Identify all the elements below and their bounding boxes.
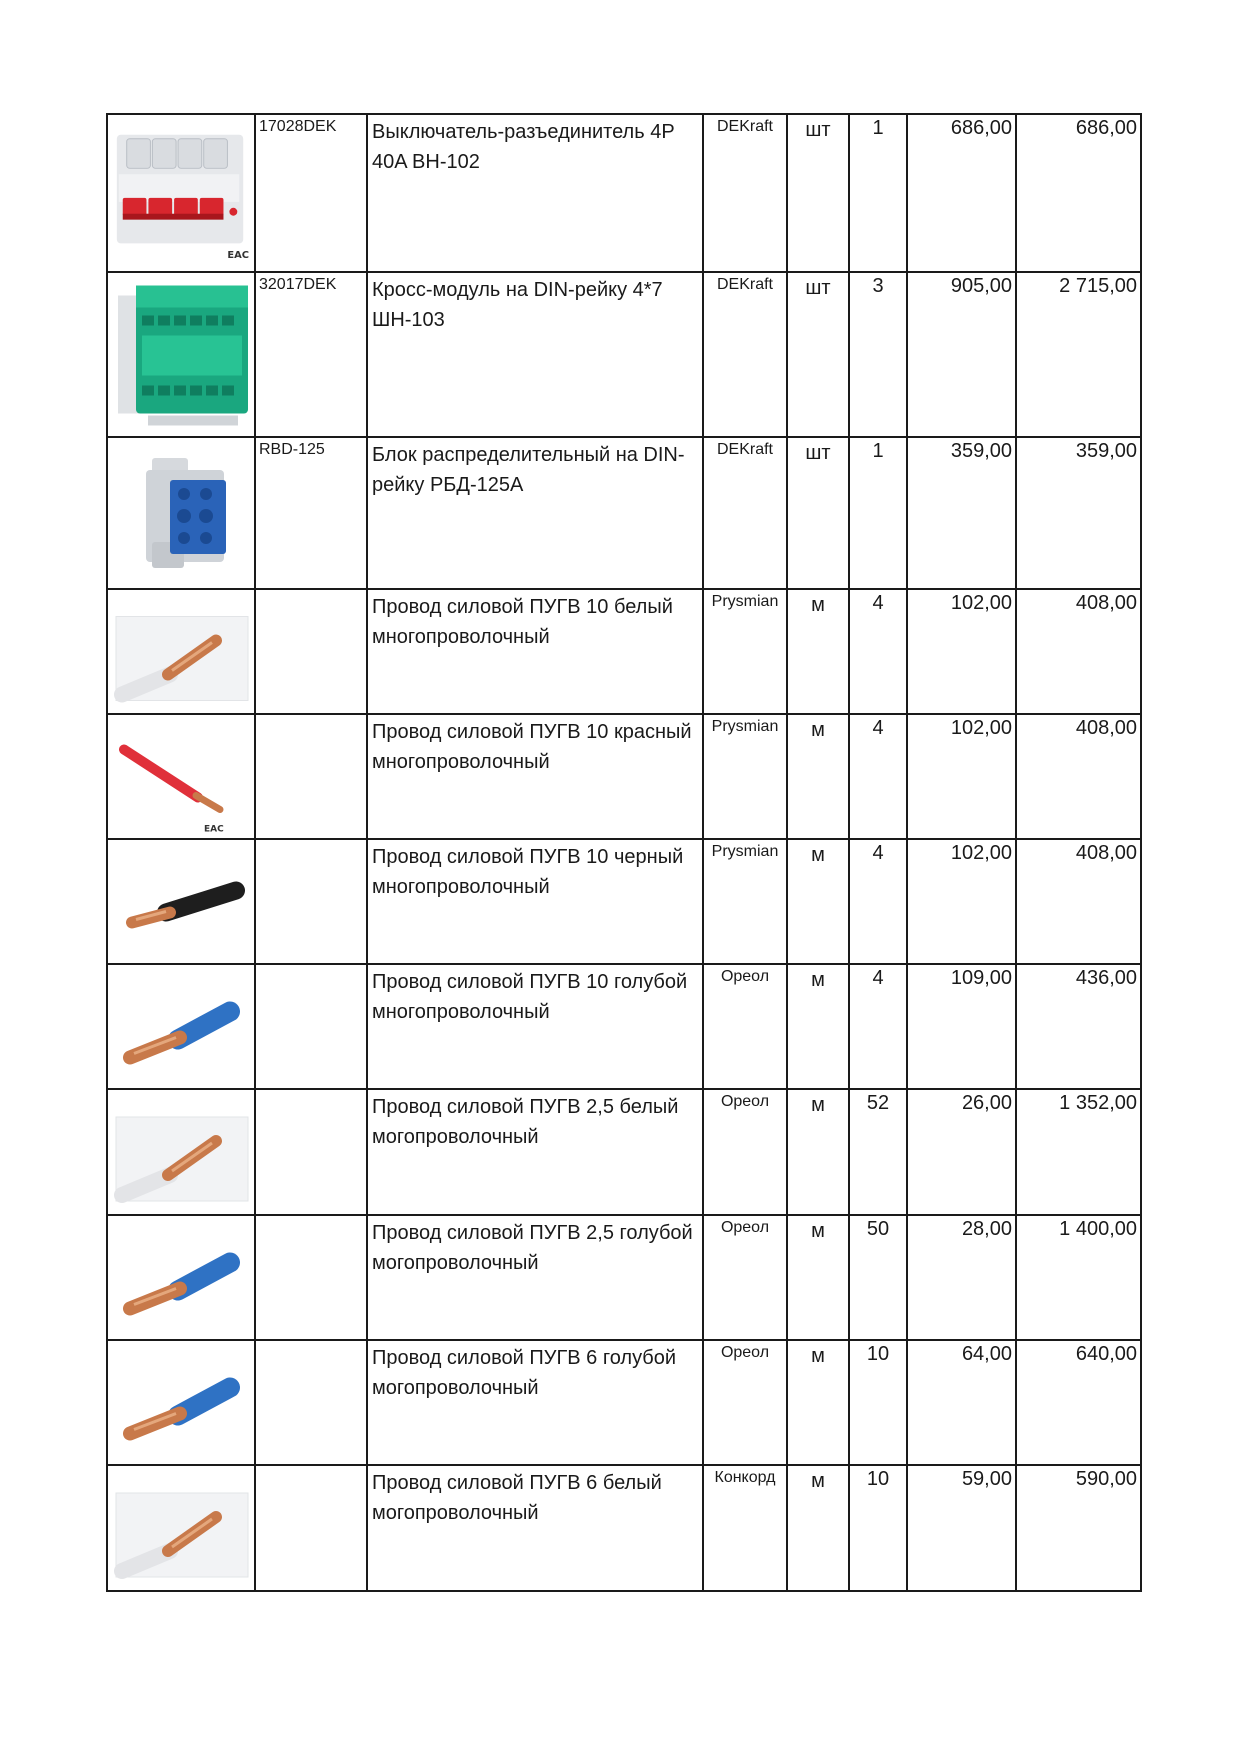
- product-name: Провод силовой ПУГВ 10 белый многопроволочный: [367, 589, 703, 714]
- line-total: 2 715,00: [1016, 272, 1141, 437]
- items-table: [106, 113, 1142, 1592]
- product-name: Провод силовой ПУГВ 6 белый могопроволочный: [367, 1465, 703, 1591]
- table-row: [107, 437, 1141, 589]
- brand-name: Ореол: [703, 1215, 787, 1340]
- table-row: [107, 714, 1141, 839]
- quantity: 10: [849, 1340, 907, 1465]
- product-image-cell: [107, 1465, 255, 1591]
- product-name: Провод силовой ПУГВ 10 красный многопроволочный: [367, 714, 703, 839]
- table-row: [107, 964, 1141, 1089]
- product-name: Провод силовой ПУГВ 2,5 голубой могопроволочный: [367, 1215, 703, 1340]
- brand-name: Конкорд: [703, 1465, 787, 1591]
- wire-blue-image: [108, 1341, 255, 1464]
- product-image-cell: [107, 964, 255, 1089]
- wire-black-image: [108, 840, 255, 963]
- wire-red-image: [108, 715, 255, 838]
- brand-name: DEKraft: [703, 114, 787, 272]
- product-image-cell: [107, 272, 255, 437]
- product-name: Провод силовой ПУГВ 2,5 белый могопроволочный: [367, 1089, 703, 1215]
- unit-price: 686,00: [907, 114, 1016, 272]
- product-image-cell: [107, 1340, 255, 1465]
- product-image-cell: [107, 1089, 255, 1215]
- unit-price: 359,00: [907, 437, 1016, 589]
- svg-text:EAC: EAC: [204, 824, 224, 835]
- unit-of-measure: м: [787, 1215, 849, 1340]
- product-image-cell: [107, 114, 255, 272]
- quantity: 4: [849, 714, 907, 839]
- article-code: [255, 1340, 367, 1465]
- wire-white-image: [108, 1466, 255, 1590]
- line-total: 590,00: [1016, 1465, 1141, 1591]
- quantity: 10: [849, 1465, 907, 1591]
- article-code: RBD-125: [255, 437, 367, 589]
- unit-price: 109,00: [907, 964, 1016, 1089]
- quantity: 4: [849, 839, 907, 964]
- line-total: 408,00: [1016, 714, 1141, 839]
- unit-of-measure: м: [787, 1465, 849, 1591]
- svg-text:EAC: EAC: [227, 250, 250, 262]
- table-row: [107, 1215, 1141, 1340]
- brand-name: Prysmian: [703, 589, 787, 714]
- brand-name: Prysmian: [703, 714, 787, 839]
- article-code: [255, 839, 367, 964]
- product-image-cell: [107, 589, 255, 714]
- line-total: 686,00: [1016, 114, 1141, 272]
- unit-of-measure: м: [787, 1340, 849, 1465]
- unit-price: 26,00: [907, 1089, 1016, 1215]
- brand-name: Ореол: [703, 964, 787, 1089]
- line-total: 1 400,00: [1016, 1215, 1141, 1340]
- line-total: 408,00: [1016, 589, 1141, 714]
- wire-blue-image: [108, 1216, 255, 1339]
- product-image-cell: [107, 714, 255, 839]
- product-name: Выключатель-разъединитель 4P 40A ВН-102: [367, 114, 703, 272]
- unit-of-measure: м: [787, 714, 849, 839]
- product-name: Кросс-модуль на DIN-рейку 4*7 ШН-103: [367, 272, 703, 437]
- unit-price: 64,00: [907, 1340, 1016, 1465]
- quantity: 4: [849, 964, 907, 1089]
- product-image-cell: [107, 839, 255, 964]
- unit-of-measure: шт: [787, 437, 849, 589]
- table-row: [107, 272, 1141, 437]
- product-name: Провод силовой ПУГВ 10 черный многопроволочный: [367, 839, 703, 964]
- line-total: 640,00: [1016, 1340, 1141, 1465]
- quantity: 52: [849, 1089, 907, 1215]
- unit-price: 59,00: [907, 1465, 1016, 1591]
- unit-price: 102,00: [907, 589, 1016, 714]
- unit-of-measure: м: [787, 839, 849, 964]
- brand-name: Ореол: [703, 1340, 787, 1465]
- quantity: 3: [849, 272, 907, 437]
- unit-of-measure: м: [787, 589, 849, 714]
- article-code: [255, 1089, 367, 1215]
- table-row: [107, 1089, 1141, 1215]
- quantity: 1: [849, 114, 907, 272]
- unit-of-measure: шт: [787, 114, 849, 272]
- line-total: 436,00: [1016, 964, 1141, 1089]
- product-image-cell: [107, 437, 255, 589]
- article-code: [255, 589, 367, 714]
- product-name: Блок распределительный на DIN-рейку РБД-125А: [367, 437, 703, 589]
- brand-name: DEKraft: [703, 437, 787, 589]
- quantity: 4: [849, 589, 907, 714]
- product-name: Провод силовой ПУГВ 10 голубой многопроволочный: [367, 964, 703, 1089]
- table-row: [107, 1340, 1141, 1465]
- article-code: 32017DEK: [255, 272, 367, 437]
- article-code: 17028DEK: [255, 114, 367, 272]
- unit-price: 102,00: [907, 839, 1016, 964]
- table-row: [107, 589, 1141, 714]
- table-row: [107, 114, 1141, 272]
- distribution-block-blue-image: [108, 438, 255, 588]
- line-total: 408,00: [1016, 839, 1141, 964]
- line-total: 359,00: [1016, 437, 1141, 589]
- table-row: [107, 1465, 1141, 1591]
- unit-price: 905,00: [907, 272, 1016, 437]
- brand-name: Prysmian: [703, 839, 787, 964]
- line-total: 1 352,00: [1016, 1089, 1141, 1215]
- unit-price: 28,00: [907, 1215, 1016, 1340]
- article-code: [255, 1215, 367, 1340]
- article-code: [255, 964, 367, 1089]
- brand-name: DEKraft: [703, 272, 787, 437]
- cross-module-green-image: [108, 273, 255, 436]
- article-code: [255, 1465, 367, 1591]
- unit-price: 102,00: [907, 714, 1016, 839]
- wire-blue-image: [108, 965, 255, 1088]
- brand-name: Ореол: [703, 1089, 787, 1215]
- table-row: [107, 839, 1141, 964]
- article-code: [255, 714, 367, 839]
- unit-of-measure: м: [787, 1089, 849, 1215]
- product-image-cell: [107, 1215, 255, 1340]
- quantity: 50: [849, 1215, 907, 1340]
- disconnector-4p-image: [108, 115, 255, 271]
- quantity: 1: [849, 437, 907, 589]
- wire-white-image: [108, 590, 255, 713]
- unit-of-measure: м: [787, 964, 849, 1089]
- wire-white-image: [108, 1090, 255, 1214]
- product-name: Провод силовой ПУГВ 6 голубой могопроволочный: [367, 1340, 703, 1465]
- unit-of-measure: шт: [787, 272, 849, 437]
